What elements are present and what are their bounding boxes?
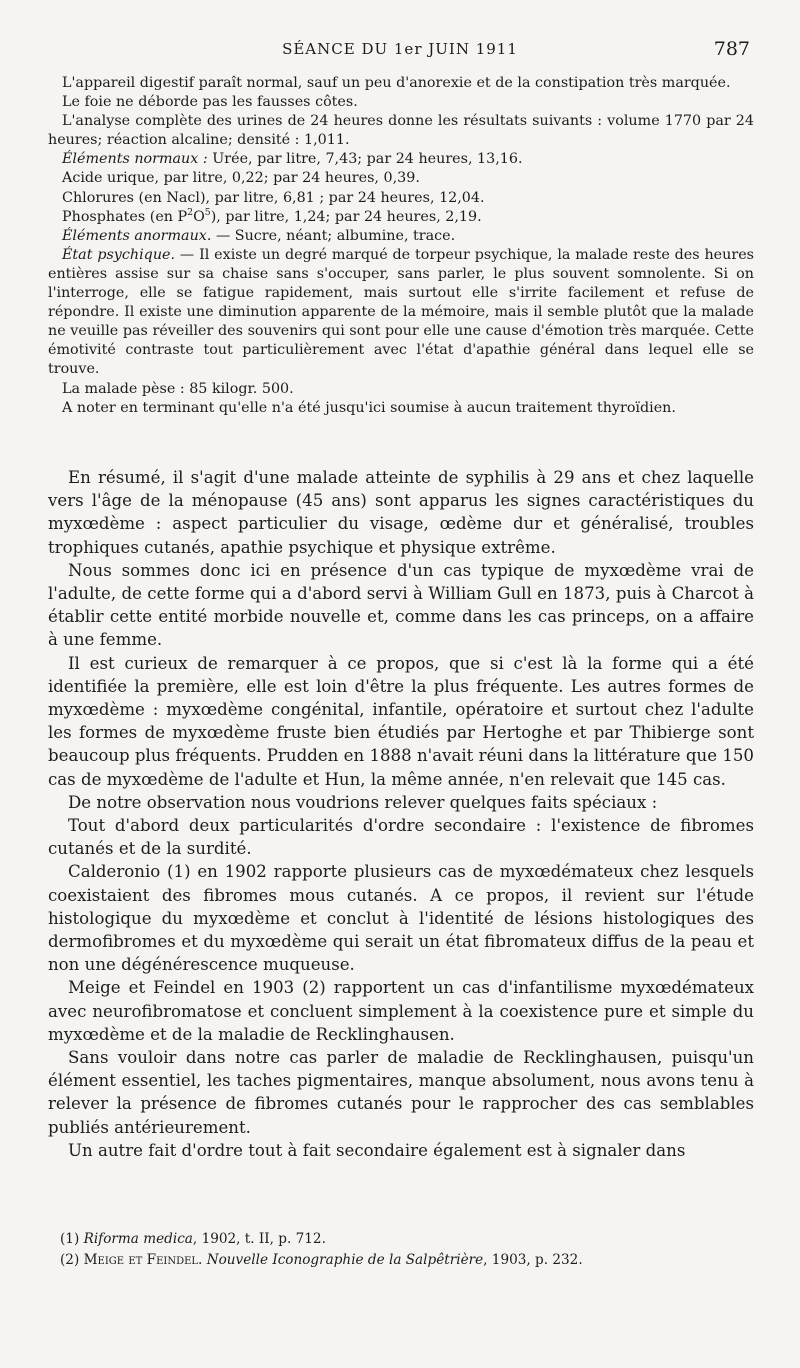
paragraph: En résumé, il s'agit d'une malade atteinte de syphilis à 29 ans et chez laquelle vers l'âge de la ménopause (45 ans) sont apparus les signes caractéristiques du myxœdème : aspect particulier du visage, œdème dur et généralisé, troubles trophiques cutanés, apathie psychique et physique extrême.: [48, 468, 754, 557]
footnote-text: , 1903, p. 232.: [483, 1252, 583, 1268]
page-header: [48, 38, 752, 64]
paragraph: Le foie ne déborde pas les fausses côtes.: [62, 94, 358, 111]
discussion-block: [48, 466, 754, 1162]
case-report-block: [48, 74, 754, 418]
text-fragment: ), par litre, 1,24; par 24 heures, 2,19.: [210, 208, 482, 225]
footnote: [60, 1229, 754, 1250]
section-label: Éléments normaux :: [62, 151, 208, 168]
section-label: Éléments anormaux.: [62, 227, 212, 244]
paragraph: Il est curieux de remarquer à ce propos, que si c'est là la forme qui a été identifiée la première, elle est loin d'être la plus fréquente. Les autres formes de myxœdème : myxœdème congénital, infantile, opératoire et surtout chez l'adulte les formes de myxœdème fruste bien étudiés par Hertoghe et par Thibierge sont beaucoup plus fréquents. Prudden en 1888 n'avait réuni dans la littérature que 150 cas de myxœdème de l'adulte et Hun, la même année, n'en relevait que 145 cas.: [48, 653, 754, 789]
paragraph-text: — Il existe un degré marqué de torpeur psychique, la malade reste des heures entières assise sur sa chaise sans s'occuper, sans parler, le plus souvent somnolente. Si on l'interroge, elle se fatigue rapidement, mais surtout elle s'irrite facilement et refuse de répondre. Il existe une diminution apparente de la mémoire, mais il semble plutôt que la malade ne veuille pas réveiller des souvenirs qui sont pour elle une cause d'émotion très marquée. Cette émotivité contraste tout particulièrement avec l'état d'apathie général dans lequel elle se trouve.: [48, 246, 754, 378]
footnote: [60, 1250, 754, 1271]
paragraph: L'analyse complète des urines de 24 heures donne les résultats suivants : volume 1770 par 24 heures; réaction alcaline; densité : 1,011.: [48, 113, 754, 149]
paragraph-text: Urée, par litre, 7,43; par 24 heures, 13,16.: [207, 151, 523, 168]
paragraph: Nous sommes donc ici en présence d'un cas typique de myxœdème vrai de l'adulte, de cette forme qui a d'abord servi à William Gull en 1873, puis à Charcot à établir cette entité morbide nouvelle et, comme dans les cas princeps, on a affaire à une femme.: [48, 560, 754, 650]
footnote-number: (2): [60, 1252, 80, 1268]
paragraph: [48, 208, 754, 227]
footnotes: [60, 1229, 754, 1271]
page-number: 787: [713, 38, 750, 60]
paragraph: Chlorures (en Nacl), par litre, 6,81 ; par 24 heures, 12,04.: [62, 189, 485, 206]
paragraph: Sans vouloir dans notre cas parler de maladie de Recklinghausen, puisqu'un élément essentiel, les taches pigmentaires, manque absolument, nous avons tenu à relever la présence de fibromes cutanés pour le rapprocher des cas semblables publiés antérieurement.: [48, 1048, 754, 1137]
superscript: 5: [204, 206, 211, 218]
footnote-authors: Meige et Feindel.: [83, 1252, 203, 1268]
running-title: SÉANCE DU 1er JUIN 1911: [282, 40, 518, 58]
footnote-title: Nouvelle Iconographie de la Salpêtrière: [206, 1252, 484, 1268]
paragraph: Meige et Feindel en 1903 (2) rapportent un cas d'infantilisme myxœdémateux avec neurofibromatose et concluent simplement à la coexistence pure et simple du myxœdème et de la maladie de Recklinghausen.: [48, 978, 754, 1044]
paragraph: La malade pèse : 85 kilogr. 500.: [62, 380, 294, 397]
footnote-title: Riforma medica: [83, 1231, 193, 1247]
paragraph: Acide urique, par litre, 0,22; par 24 heures, 0,39.: [62, 170, 420, 187]
paragraph: [48, 227, 754, 246]
footnote-number: (1): [60, 1231, 80, 1247]
paragraph: A noter en terminant qu'elle n'a été jusqu'ici soumise à aucun traitement thyroïdien.: [62, 399, 676, 416]
text-fragment: Phosphates (en P: [62, 208, 188, 225]
paragraph: [48, 150, 754, 169]
paragraph: De notre observation nous voudrions relever quelques faits spéciaux :: [68, 792, 658, 812]
paragraph: [48, 246, 754, 380]
paragraph-text: — Sucre, néant; albumine, trace.: [211, 227, 456, 244]
footnote-text: , 1902, t. II, p. 712.: [192, 1231, 326, 1247]
paragraph: Tout d'abord deux particularités d'ordre secondaire : l'existence de fibromes cutanés et de la surdité.: [48, 816, 754, 859]
section-label: État psychique.: [62, 246, 176, 263]
paragraph: Un autre fait d'ordre tout à fait secondaire également est à signaler dans: [68, 1140, 686, 1160]
text-fragment: O: [193, 208, 205, 225]
superscript: 2: [187, 206, 194, 218]
paragraph: Calderonio (1) en 1902 rapporte plusieurs cas de myxœdémateux chez lesquels coexistaient des fibromes mous cutanés. A ce propos, il revient sur l'étude histologique du myxœdème et conclut à l'identité de lésions histologiques des dermofibromes et du myxœdème qui serait un état fibromateux diffus de la peau et non une dégénérescence muqueuse.: [48, 862, 754, 975]
paragraph: L'appareil digestif paraît normal, sauf un peu d'anorexie et de la constipation très marquée.: [62, 75, 731, 91]
